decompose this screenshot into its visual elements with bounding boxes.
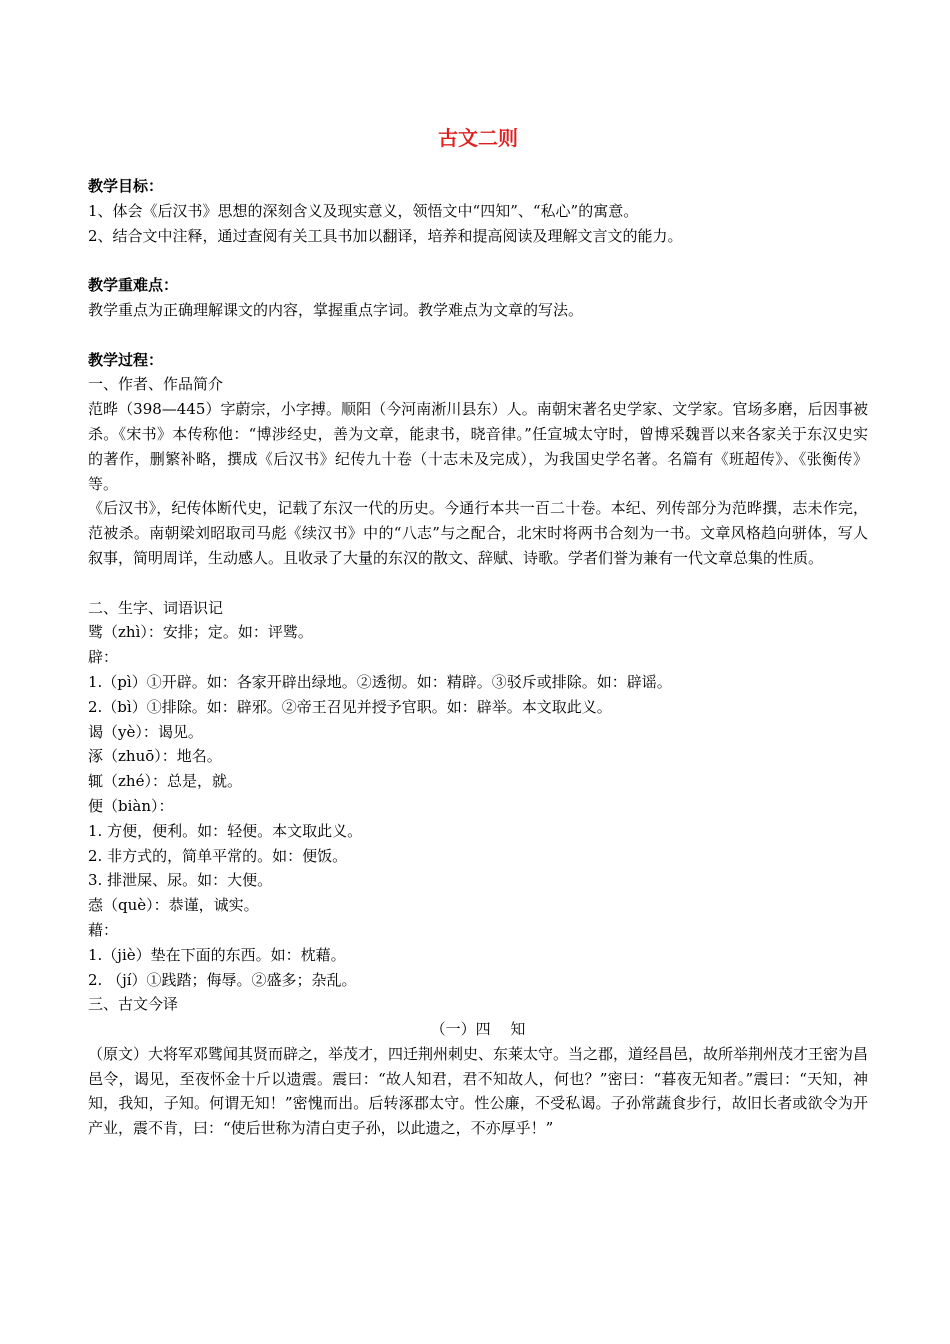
difficulty-text: 教学重点为正确理解课文的内容，掌握重点字词。教学难点为文章的写法。 [88, 300, 584, 319]
vocab-item: 涿（zhuō）：地名。 [88, 747, 222, 766]
vocab-item: 1.（pì）①开辟。如：各家开辟出绿地。②透彻。如：精辟。③驳斥或排除。如：辟谣。 [88, 672, 672, 691]
goals-heading: 教学目标： [88, 177, 164, 195]
text-subtitle: （一）四 知 [430, 1020, 526, 1039]
vocab-item: 便（biàn）： [88, 796, 174, 815]
original-text-paragraph: （原文）大将军邓骘闻其贤而辟之，举茂才，四迁荆州刺史、东莱太守。当之郡，道经昌邑，故所举荆州茂才王密为昌邑令，谒见，至夜怀金十斤以遗震。震曰：“故人知君，君不知故人，何也？”密曰：“暮夜无知者。”震曰：“天知，神知，我知，子知。何谓无知！”密愧而出。后转涿郡太守。性公廉，不受私谒。子孙常蔬食步行，故旧长者或欲令为开产业，震不肯，曰：“使后世称为清白吏子孙，以此遗之，不亦厚乎！” [88, 1044, 869, 1138]
book-intro-paragraph: 《后汉书》，纪传体断代史，记载了东汉一代的历史。今通行本共一百二十卷。本纪、列传部分为范晔撰，志未作完，范被杀。南朝梁刘昭取司马彪《续汉书》中的“八志”与之配合，北宋时将两书合刻为一书。文章风格趋向骈体，写人叙事，简明周详，生动感人。且收录了大量的东汉的散文、辞赋、诗歌。学者们誉为兼有一代文章总集的性质。 [88, 499, 868, 567]
section-title: 三、古文今译 [88, 995, 179, 1014]
author-intro-paragraph: 范晔（398—445）字蔚宗，小字搏。顺阳（今河南淅川县东）人。南朝宋著名史学家、文学家。官场多磨，后因事被杀。《宋书》本传称他：“博涉经史，善为文章，能隶书，晓音律。”任宣城太守时，曾博采魏晋以来各家关于东汉史实的著作，删繁补略，撰成《后汉书》纪传九十卷（十志未及完成），为我国史学名著。名篇有《班超传》、《张衡传》等。 [88, 400, 868, 493]
spacer [88, 248, 868, 273]
process-heading: 教学过程： [88, 350, 164, 369]
vocab-item: 悫（què）：恭谨，诚实。 [88, 896, 259, 915]
goal-item: 1、体会《后汉书》思想的深刻含义及现实意义，领悟文中“四知”、“私心”的寓意。 [88, 201, 639, 220]
vocab-item: 辟： [88, 648, 119, 667]
vocab-item: 1. 方便，便利。如：轻便。本文取此义。 [88, 821, 363, 840]
vocab-item: 谒（yè）：谒见。 [88, 722, 203, 741]
document-page [88, 122, 868, 1141]
vocab-item: 藉： [88, 920, 119, 939]
vocab-item: 2.（bì）①排除。如：辟邪。②帝王召见并授予官职。如：辟举。本文取此义。 [88, 697, 612, 716]
spacer [88, 323, 868, 348]
vocab-item: 2. （jí）①践踏；侮辱。②盛多；杂乱。 [88, 970, 357, 989]
vocab-item: 2. 非方式的，简单平常的。如：便饭。 [88, 846, 348, 865]
difficulty-heading: 教学重难点： [88, 276, 179, 295]
document-title: 古文二则 [438, 126, 518, 150]
vocab-item: 骘（zhì）：安排；定。如：评骘。 [88, 623, 313, 642]
vocab-item: 辄（zhé）：总是，就。 [88, 772, 242, 791]
spacer [88, 571, 868, 596]
section-title: 一、作者、作品简介 [88, 375, 224, 394]
vocab-item: 1.（jiè）垫在下面的东西。如：枕藉。 [88, 945, 346, 964]
section-title: 二、生字、词语识记 [88, 598, 224, 617]
goal-item: 2、结合文中注释，通过查阅有关工具书加以翻译，培养和提高阅读及理解文言文的能力。 [88, 226, 683, 245]
vocab-item: 3. 排泄屎、尿。如：大便。 [88, 871, 273, 890]
